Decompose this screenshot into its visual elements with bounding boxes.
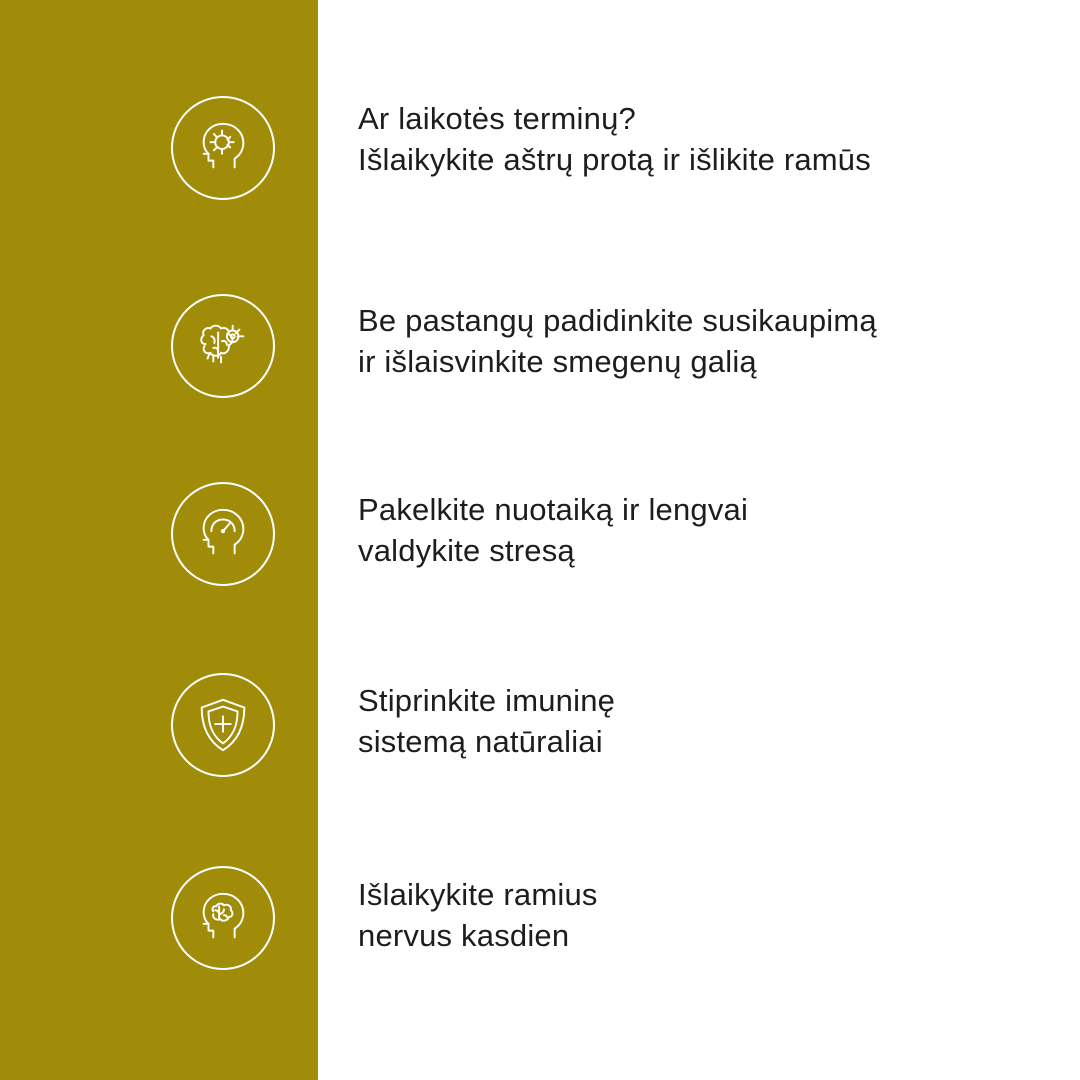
benefit-text [358,489,1018,571]
benefit-text-line: ir išlaisvinkite smegenų galią [358,344,757,380]
head-brain-icon [171,866,275,970]
benefit-icon-container [171,866,275,970]
benefit-text [358,874,1018,956]
shield-plus-icon [171,673,275,777]
benefit-icon-container [171,482,275,586]
benefit-icon-container [171,673,275,777]
benefit-text [358,300,1018,382]
benefit-text-line: sistemą natūraliai [358,724,603,760]
benefit-text [358,680,1018,762]
brain-target-icon [171,294,275,398]
benefit-text-line: Išlaikykite ramius [358,877,598,912]
benefit-text-line: Stiprinkite imuninę [358,683,616,718]
benefit-text-line: Išlaikykite aštrų protą ir išlikite ramūs [358,142,871,178]
benefit-icon-container [171,294,275,398]
benefit-text-line: Be pastangų padidinkite susikaupimą [358,303,877,338]
benefit-text-line: valdykite stresą [358,533,575,569]
head-mood-arc-icon [171,482,275,586]
benefit-text-line: Pakelkite nuotaiką ir lengvai [358,492,749,527]
benefit-text-line: nervus kasdien [358,918,570,954]
benefit-text-line: Ar laikotės terminų? [358,101,636,136]
